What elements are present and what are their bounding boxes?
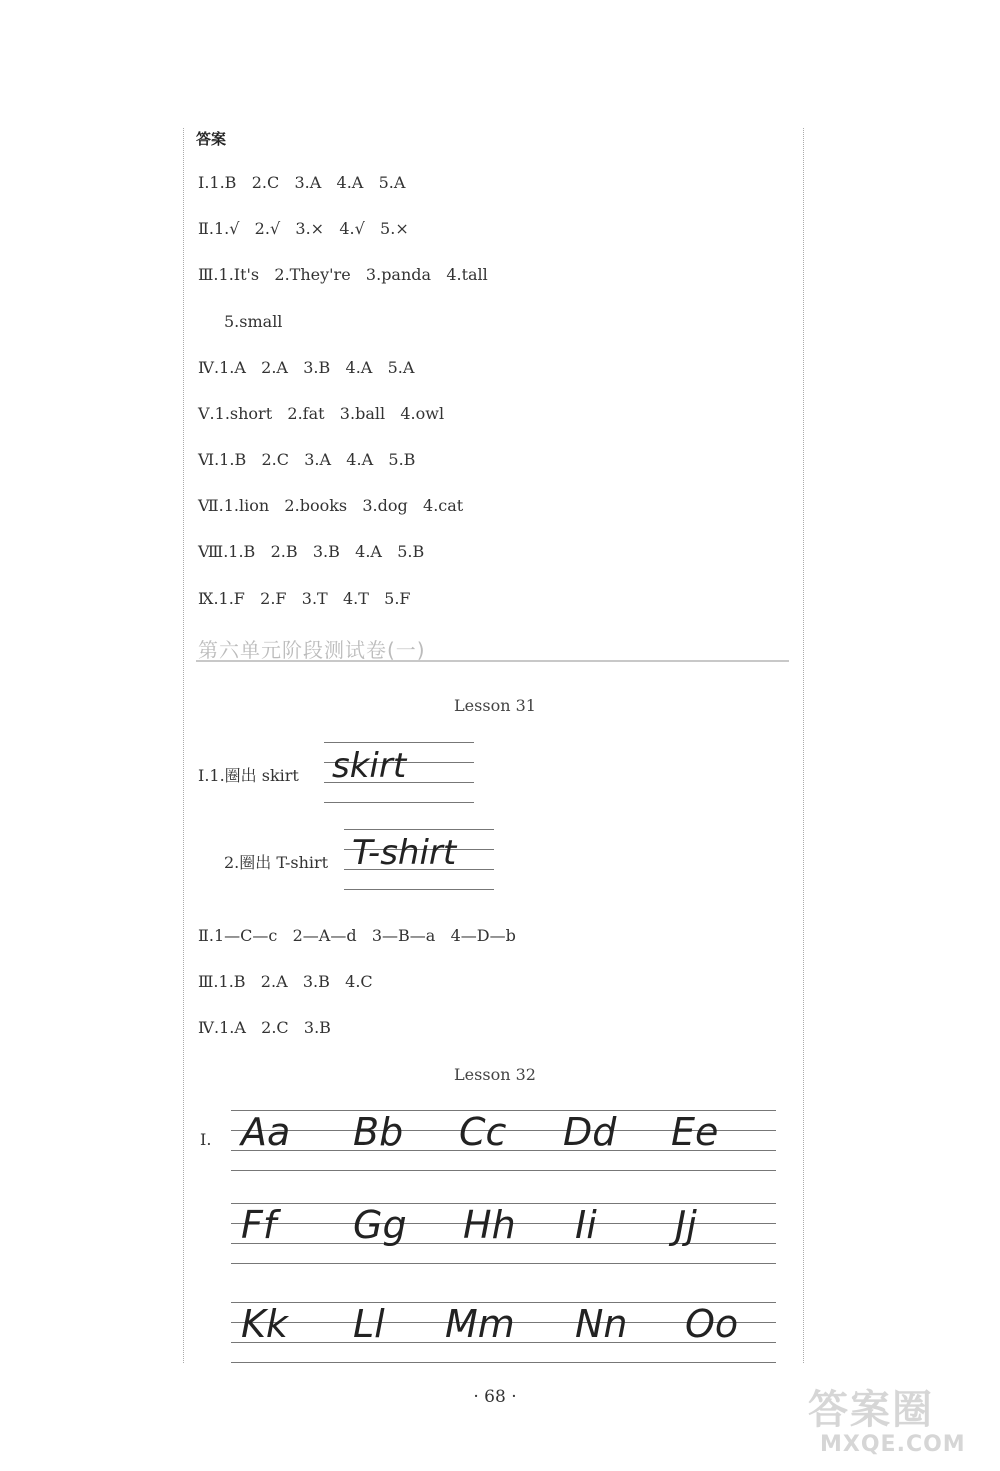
letter-Cc: Cc bbox=[459, 1110, 507, 1154]
letter-Aa: Aa bbox=[241, 1110, 291, 1154]
answers-header: 答案 bbox=[196, 130, 227, 148]
letter-Kk: Kk bbox=[241, 1302, 288, 1346]
lesson31-q2-label: 2.圈出 T-shirt bbox=[224, 853, 329, 872]
skirt-handwritten: skirt bbox=[332, 746, 407, 786]
answer-line-3: Ⅲ.1.It's 2.They're 3.panda 4.tall bbox=[198, 265, 488, 284]
letter-Oo: Oo bbox=[685, 1302, 739, 1346]
section-divider bbox=[196, 660, 789, 662]
letter-Gg: Gg bbox=[353, 1203, 407, 1247]
page-number: · 68 · bbox=[473, 1387, 517, 1407]
answer-line-2: Ⅱ.1.√ 2.√ 3.× 4.√ 5.× bbox=[198, 219, 409, 238]
answer-line-8: Ⅷ.1.B 2.B 3.B 4.A 5.B bbox=[198, 542, 425, 561]
right-dotted-margin bbox=[803, 128, 804, 1363]
answer-line-6: Ⅵ.1.B 2.C 3.A 4.A 5.B bbox=[198, 450, 416, 469]
lesson-31-title: Lesson 31 bbox=[454, 696, 536, 715]
letter-Ff: Ff bbox=[241, 1203, 277, 1247]
watermark-bottom-text: MXQE.COM bbox=[820, 1432, 966, 1457]
skirt-writing-box bbox=[324, 742, 474, 804]
tshirt-writing-box bbox=[344, 829, 494, 891]
tshirt-handwritten: T-shirt bbox=[352, 833, 457, 873]
answer-line-3-continued: 5.small bbox=[224, 312, 283, 331]
letter-Mm: Mm bbox=[445, 1302, 515, 1346]
lesson31-answer-IV: Ⅳ.1.A 2.C 3.B bbox=[198, 1018, 331, 1037]
letter-Ee: Ee bbox=[671, 1110, 719, 1154]
answer-line-5: Ⅴ.1.short 2.fat 3.ball 4.owl bbox=[198, 404, 445, 423]
lesson-32-title: Lesson 32 bbox=[454, 1065, 536, 1084]
letter-Dd: Dd bbox=[563, 1110, 617, 1154]
left-dotted-margin bbox=[183, 128, 184, 1363]
answer-line-9: Ⅸ.1.F 2.F 3.T 4.T 5.F bbox=[198, 589, 411, 608]
lesson31-answer-II: Ⅱ.1—C—c 2—A—d 3—B—a 4—D—b bbox=[198, 926, 516, 945]
lesson31-answer-III: Ⅲ.1.B 2.A 3.B 4.C bbox=[198, 972, 373, 991]
watermark-top-text: 答案圈 bbox=[808, 1387, 934, 1433]
answer-line-7: Ⅶ.1.lion 2.books 3.dog 4.cat bbox=[198, 496, 464, 515]
answer-line-1: Ⅰ.1.B 2.C 3.A 4.A 5.A bbox=[198, 173, 406, 192]
letter-Jj: Jj bbox=[675, 1203, 697, 1247]
lesson31-q1-label: Ⅰ.1.圈出 skirt bbox=[198, 766, 299, 785]
letter-Nn: Nn bbox=[575, 1302, 628, 1346]
letter-Ll: Ll bbox=[353, 1302, 385, 1346]
letter-Ii: Ii bbox=[575, 1203, 597, 1247]
letter-Bb: Bb bbox=[353, 1110, 404, 1154]
answer-line-4: Ⅳ.1.A 2.A 3.B 4.A 5.A bbox=[198, 358, 415, 377]
lesson32-label: Ⅰ. bbox=[200, 1130, 212, 1149]
section-title: 第六单元阶段测试卷(一) bbox=[198, 638, 426, 662]
letter-Hh: Hh bbox=[463, 1203, 516, 1247]
watermark-logo bbox=[808, 1378, 994, 1466]
